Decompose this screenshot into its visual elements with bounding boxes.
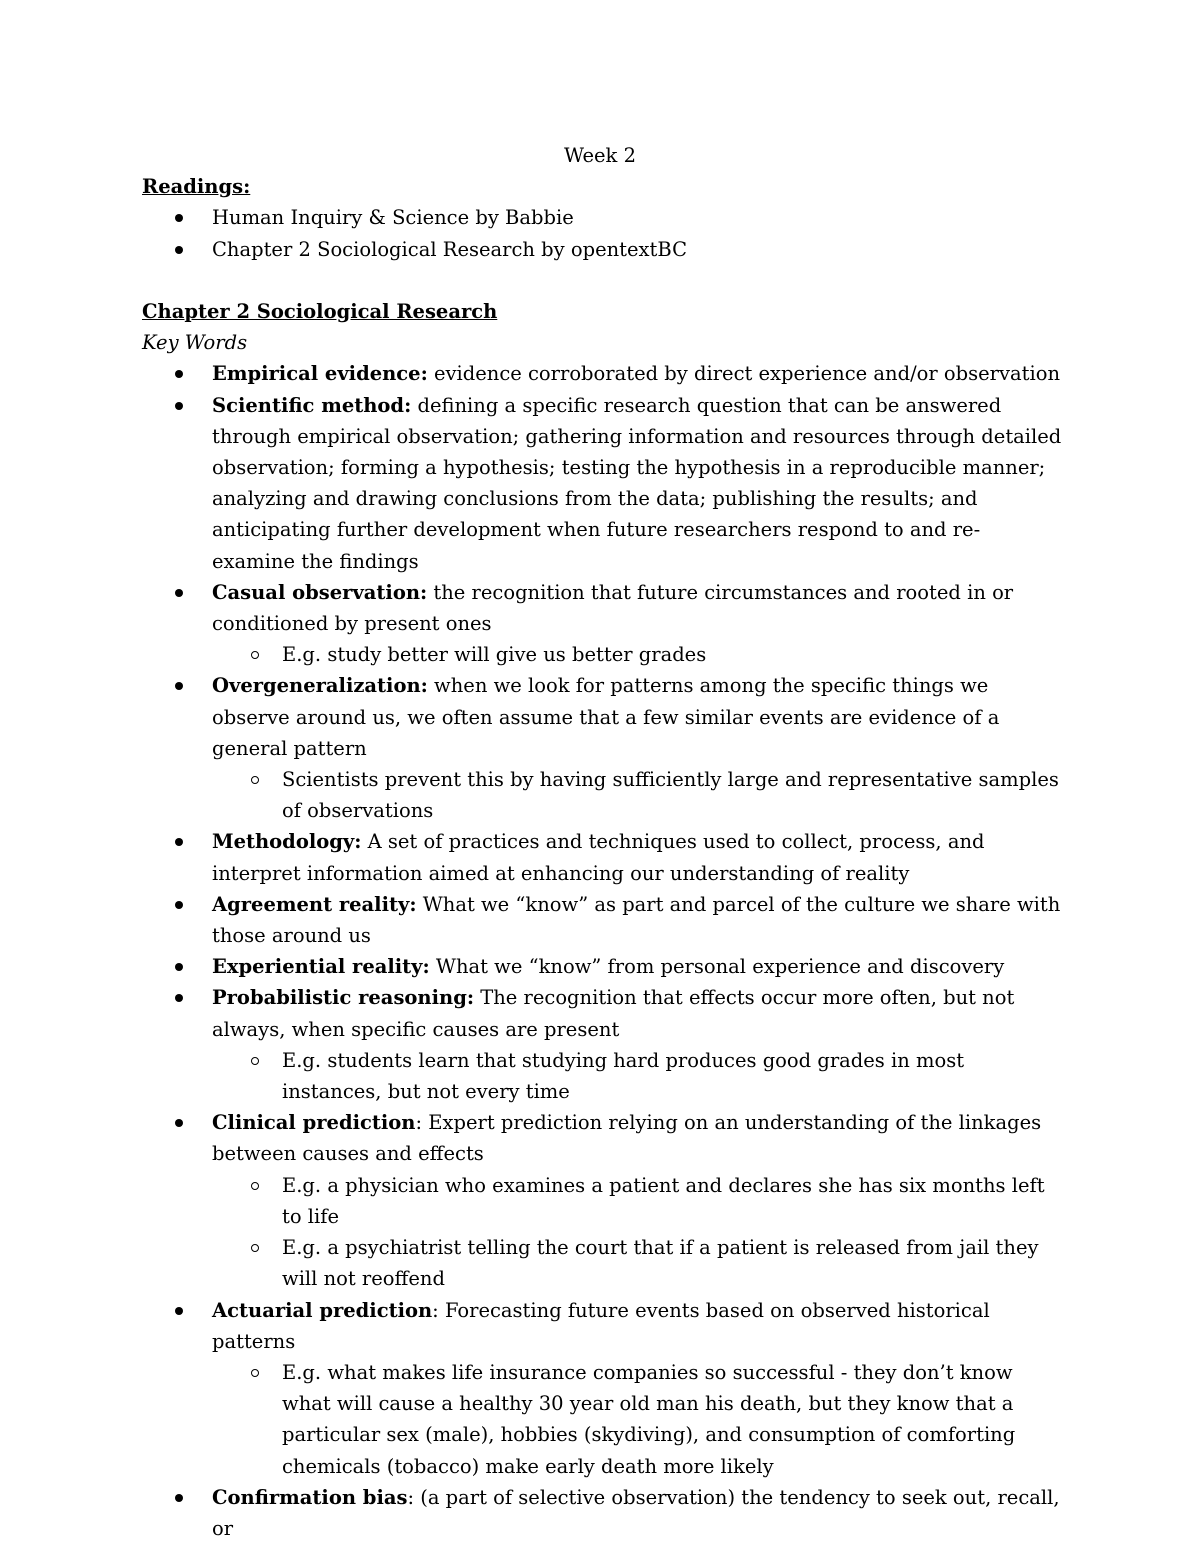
example-text: E.g. study better will give us better grades	[282, 643, 707, 667]
key-word-item	[142, 982, 1062, 1107]
chapter-heading: Chapter 2 Sociological Research	[142, 300, 498, 323]
key-word-term: Clinical prediction	[212, 1111, 416, 1135]
bullet-icon	[175, 994, 183, 1002]
example-list	[212, 1045, 1062, 1107]
readings-list	[142, 202, 1062, 264]
key-word-term: Probabilistic reasoning:	[212, 986, 475, 1010]
hollow-bullet-icon	[251, 1244, 259, 1252]
example-list	[212, 639, 1062, 670]
reading-item	[142, 234, 1062, 265]
hollow-bullet-icon	[251, 776, 259, 784]
key-word-item	[142, 1482, 1062, 1544]
key-words-list	[142, 358, 1062, 1544]
key-word-definition: the recognition that future circumstances and rooted in or conditioned by present ones	[212, 580, 1014, 636]
key-word-item	[142, 951, 1062, 982]
blank-line	[142, 265, 1062, 296]
example-text: E.g. a psychiatrist telling the court that if a patient is released from jail they will not reoffend	[282, 1236, 1039, 1291]
example-text: E.g. students learn that studying hard produces good grades in most instances, but not every time	[282, 1048, 965, 1104]
hollow-bullet-icon	[251, 1057, 259, 1065]
key-word-definition: when we look for patterns among the specific things we observe around us, we often assume that a few similar events are evidence of a general pattern	[212, 674, 1000, 760]
key-word-definition: A set of practices and techniques used to collect, process, and interpret information aimed at enhancing our understanding of reality	[212, 830, 985, 885]
bullet-icon	[175, 682, 183, 690]
key-word-term: Confirmation bias	[212, 1485, 408, 1509]
key-word-item	[142, 826, 1062, 888]
key-word-definition: defining a specific research question that can be answered through empirical observation; gathering information and resources through detailed observation; forming a hypothesis; testing the hypothesis in a reproducible manner; analyzing and drawing conclusions from the data; publishing the results; and anticipating further development when future researchers respond to and re-examine the findings	[212, 393, 1062, 573]
document-body	[142, 140, 1062, 1544]
key-words-subheading: Key Words	[142, 331, 248, 355]
key-word-item	[142, 358, 1062, 389]
example-text: Scientists prevent this by having sufficiently large and representative samples of observations	[282, 768, 1059, 823]
page-title: Week 2	[564, 144, 636, 167]
key-word-item	[142, 1295, 1062, 1482]
key-word-definition: : Expert prediction relying on an understanding of the linkages between causes and effects	[212, 1111, 1042, 1166]
key-word-item	[142, 1107, 1062, 1294]
example-item	[212, 639, 1062, 670]
example-item	[212, 1045, 1062, 1107]
reading-item	[142, 202, 1062, 233]
key-word-item	[142, 670, 1062, 826]
key-word-definition: The recognition that effects occur more often, but not always, when specific causes are present	[212, 986, 1015, 1041]
bullet-icon	[175, 838, 183, 846]
key-word-term: Casual observation:	[212, 580, 428, 604]
example-list	[212, 764, 1062, 826]
hollow-bullet-icon	[251, 651, 259, 659]
key-word-term: Experiential reality:	[212, 955, 430, 979]
key-word-item	[142, 889, 1062, 951]
example-item	[212, 1170, 1062, 1232]
key-word-definition: evidence corroborated by direct experience and/or observation	[427, 362, 1060, 386]
key-word-term: Agreement reality:	[212, 892, 417, 916]
key-word-term: Methodology:	[212, 830, 362, 854]
bullet-icon	[175, 214, 183, 222]
example-item	[212, 764, 1062, 826]
key-word-term: Empirical evidence:	[212, 362, 428, 386]
hollow-bullet-icon	[251, 1182, 259, 1190]
example-item	[212, 1357, 1062, 1482]
hollow-bullet-icon	[251, 1369, 259, 1377]
key-word-definition: What we “know” from personal experience and discovery	[429, 955, 1005, 979]
key-word-term: Scientific method:	[212, 393, 412, 417]
example-text: E.g. what makes life insurance companies so successful - they don’t know what will cause a healthy 30 year old man his death, but they know that a particular sex (male), hobbies (skydiving), and consumption of comforting chemicals (tobacco) make early death more likely	[282, 1360, 1016, 1478]
bullet-icon	[175, 1119, 183, 1127]
key-word-term: Actuarial prediction	[212, 1298, 433, 1322]
bullet-icon	[175, 589, 183, 597]
key-word-definition: What we “know” as part and parcel of the culture we share with those around us	[212, 892, 1061, 948]
bullet-icon	[175, 370, 183, 378]
readings-heading: Readings:	[142, 175, 251, 199]
bullet-icon	[175, 1307, 183, 1315]
bullet-icon	[175, 1494, 183, 1502]
key-word-definition: : (a part of selective observation) the tendency to seek out, recall, or	[212, 1485, 1060, 1540]
key-word-term: Overgeneralization:	[212, 674, 428, 698]
bullet-icon	[175, 901, 183, 909]
example-text: E.g. a physician who examines a patient and declares she has six months left to life	[282, 1173, 1045, 1228]
reading-text: Chapter 2 Sociological Research by opentextBC	[212, 237, 687, 261]
key-word-item	[142, 577, 1062, 671]
example-list	[212, 1170, 1062, 1295]
reading-text: Human Inquiry & Science by Babbie	[212, 206, 574, 230]
bullet-icon	[175, 402, 183, 410]
bullet-icon	[175, 246, 183, 254]
key-word-definition: : Forecasting future events based on observed historical patterns	[212, 1298, 990, 1353]
example-list	[212, 1357, 1062, 1482]
bullet-icon	[175, 963, 183, 971]
example-item	[212, 1232, 1062, 1294]
key-word-item	[142, 390, 1062, 577]
